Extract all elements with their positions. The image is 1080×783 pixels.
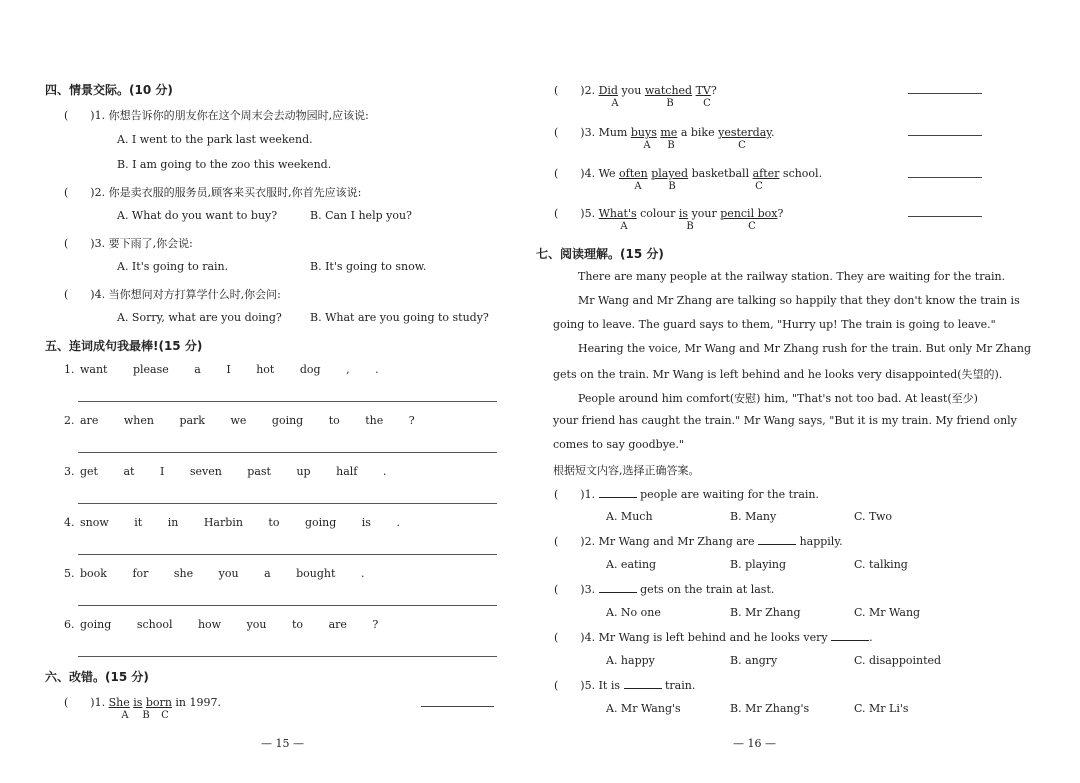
word: are <box>80 414 99 427</box>
word: a <box>264 567 271 580</box>
word: ? <box>372 618 379 631</box>
question-text: ( )3. <box>554 583 596 596</box>
underlined-c: pencil box <box>720 207 778 220</box>
word: . <box>360 567 365 580</box>
word: seven <box>189 465 222 478</box>
word: going <box>80 618 112 631</box>
item-number: 4. <box>64 516 75 529</box>
q2-option-c: C. talking <box>854 558 908 571</box>
word: how <box>197 618 222 631</box>
word: we <box>230 414 247 427</box>
reading-q3 <box>554 581 774 597</box>
word: up <box>296 465 311 478</box>
question-prefix: ( )4. We <box>554 167 616 180</box>
underlined-b: is <box>678 207 689 220</box>
blank[interactable] <box>758 534 796 545</box>
page-number-right: — 16 — <box>733 737 776 750</box>
word: going <box>271 414 304 427</box>
s4-q4-option-a: A. Sorry, what are you doing? <box>117 311 282 324</box>
word: you <box>218 567 239 580</box>
passage-line-6: People around him comfort(安慰) him, "That's not too bad. At least(至少) <box>578 392 978 405</box>
passage-line-5: gets on the train. Mr Wang is left behind and he looks very disappointed(失望的). <box>553 368 1003 381</box>
label-b: B <box>668 181 676 192</box>
answer-line[interactable] <box>908 177 982 178</box>
question-text: ( )4. Mr Wang is left behind and he looks very <box>554 631 828 644</box>
blank[interactable] <box>624 678 662 689</box>
punct: . <box>771 126 775 139</box>
word: dog <box>299 363 321 376</box>
label-c: C <box>738 140 746 151</box>
s5-item-2 <box>64 414 437 427</box>
s4-q2: ( )2. 你是卖衣服的服务员,顾客来买衣服时,你首先应该说: <box>64 186 362 199</box>
label-a: A <box>634 181 642 192</box>
q4-option-a: A. happy <box>606 654 655 667</box>
s6-q3 <box>554 124 775 140</box>
underlined-a: buys <box>630 126 657 139</box>
item-number: 5. <box>64 567 75 580</box>
question-rest: in 1997. <box>175 696 221 709</box>
s6-q2 <box>554 82 717 98</box>
label-a: A <box>121 710 129 721</box>
word: school <box>136 618 173 631</box>
underlined-b: watched <box>644 84 693 97</box>
word: bought <box>296 567 336 580</box>
s6-q4 <box>554 165 822 181</box>
s5-item-6 <box>64 618 400 631</box>
s4-q1-option-a: A. I went to the park last weekend. <box>117 133 313 146</box>
q2-option-b: B. playing <box>730 558 787 571</box>
q5-option-b: B. Mr Zhang's <box>730 702 810 715</box>
blank[interactable] <box>599 582 637 593</box>
word: I <box>159 465 165 478</box>
word: is <box>361 516 371 529</box>
section-5-title: 五、连词成句我最棒!(15 分) <box>45 339 203 353</box>
item-number: 3. <box>64 465 75 478</box>
s4-q2-option-a: A. What do you want to buy? <box>117 209 278 222</box>
underlined-c: born <box>145 696 172 709</box>
question-text: people are waiting for the train. <box>640 488 819 501</box>
passage-line-7: your friend has caught the train." Mr Wang says, "But it is my train. My friend only <box>553 414 1017 427</box>
text: your <box>691 207 717 220</box>
underlined-c: yesterday <box>718 126 772 139</box>
question-text: gets on the train at last. <box>640 583 775 596</box>
word: at <box>123 465 135 478</box>
answer-line[interactable] <box>78 605 497 606</box>
word: it <box>134 516 143 529</box>
section-4-title: 四、情景交际。(10 分) <box>45 83 173 97</box>
word: to <box>268 516 280 529</box>
s4-q4-option-b: B. What are you going to study? <box>310 311 489 324</box>
reading-q2 <box>554 533 843 549</box>
s4-q1: ( )1. 你想告诉你的朋友你在这个周末会去动物园时,应该说: <box>64 109 369 122</box>
label-b: B <box>666 98 674 109</box>
section-7-title: 七、阅读理解。(15 分) <box>536 247 664 261</box>
word: I <box>226 363 231 376</box>
question-text: . <box>869 631 873 644</box>
s4-q2-option-b: B. Can I help you? <box>310 209 412 222</box>
s4-q3-option-a: A. It's going to rain. <box>117 260 229 273</box>
passage-line-2: Mr Wang and Mr Zhang are talking so happily that they don't know the train is <box>578 294 1020 307</box>
question-text: ( )2. Mr Wang and Mr Zhang are <box>554 535 755 548</box>
reading-instruction: 根据短文内容,选择正确答案。 <box>553 464 700 477</box>
label-b: B <box>667 140 675 151</box>
text: basketball <box>691 167 750 180</box>
s6-q5 <box>554 205 783 221</box>
question-prefix: ( )3. Mum <box>554 126 628 139</box>
q1-option-c: C. Two <box>854 510 893 523</box>
label-c: C <box>755 181 763 192</box>
q4-option-c: C. disappointed <box>854 654 942 667</box>
word: , <box>346 363 350 376</box>
answer-line[interactable] <box>78 656 497 657</box>
word: you <box>246 618 267 631</box>
label-a: A <box>643 140 651 151</box>
q3-option-c: C. Mr Wang <box>854 606 921 619</box>
underlined-c: TV <box>695 84 711 97</box>
q4-option-b: B. angry <box>730 654 778 667</box>
q3-option-b: B. Mr Zhang <box>730 606 801 619</box>
question-text: ( )1. <box>554 488 596 501</box>
word: hot <box>256 363 275 376</box>
passage-line-8: comes to say goodbye." <box>553 438 684 451</box>
q5-option-c: C. Mr Li's <box>854 702 909 715</box>
answer-line[interactable] <box>78 554 497 555</box>
word: . <box>382 465 387 478</box>
word: going <box>304 516 337 529</box>
answer-line[interactable] <box>421 706 494 707</box>
answer-line[interactable] <box>908 216 982 217</box>
item-number: 6. <box>64 618 75 631</box>
word: the <box>365 414 384 427</box>
answer-line[interactable] <box>908 93 982 94</box>
question-text: ( )5. It is <box>554 679 620 692</box>
s4-q3: ( )3. 要下雨了,你会说: <box>64 237 193 250</box>
q2-option-a: A. eating <box>606 558 657 571</box>
underlined-a: Did <box>598 84 618 97</box>
word: snow <box>80 516 109 529</box>
reading-q4 <box>554 629 873 645</box>
item-number: 1. <box>64 363 75 376</box>
question-text: happily. <box>799 535 843 548</box>
s5-item-3 <box>64 465 408 478</box>
text: a bike <box>680 126 715 139</box>
passage-line-4: Hearing the voice, Mr Wang and Mr Zhang rush for the train. But only Mr Zhang <box>578 342 1032 355</box>
word: ? <box>408 414 415 427</box>
word: . <box>396 516 400 529</box>
underlined-a: What's <box>598 207 637 220</box>
question-prefix: ( )5. <box>554 207 596 220</box>
word: past <box>247 465 271 478</box>
s6-q1 <box>64 694 221 710</box>
text: colour <box>640 207 676 220</box>
page-number-left: — 15 — <box>261 737 304 750</box>
word: please <box>132 363 169 376</box>
label-a: A <box>611 98 619 109</box>
word: in <box>167 516 179 529</box>
blank[interactable] <box>831 630 869 641</box>
word: . <box>375 363 379 376</box>
question-text: train. <box>665 679 696 692</box>
label-c: C <box>161 710 169 721</box>
word: want <box>80 363 108 376</box>
word: Harbin <box>203 516 243 529</box>
text: school. <box>782 167 823 180</box>
answer-line[interactable] <box>908 135 982 136</box>
word: to <box>292 618 304 631</box>
word: park <box>179 414 205 427</box>
q1-option-a: A. Much <box>606 510 653 523</box>
question-prefix: ( )1. <box>64 696 106 709</box>
section-6-title: 六、改错。(15 分) <box>45 670 149 684</box>
word: a <box>194 363 201 376</box>
question-prefix: ( )2. <box>554 84 596 97</box>
answer-line[interactable] <box>78 401 497 402</box>
s4-q1-option-b: B. I am going to the zoo this weekend. <box>117 158 332 171</box>
underlined-b: played <box>651 167 689 180</box>
text: you <box>621 84 642 97</box>
label-c: C <box>703 98 711 109</box>
underlined-a: She <box>108 696 130 709</box>
s5-item-5 <box>64 567 386 580</box>
reading-q5 <box>554 677 695 693</box>
word: when <box>123 414 154 427</box>
s5-item-4 <box>64 516 422 529</box>
word: are <box>328 618 347 631</box>
label-a: A <box>620 221 628 232</box>
reading-q1 <box>554 486 819 502</box>
q5-option-a: A. Mr Wang's <box>606 702 681 715</box>
passage-line-1: There are many people at the railway station. They are waiting for the train. <box>578 270 1006 283</box>
label-b: B <box>686 221 694 232</box>
punct: ? <box>710 84 717 97</box>
word: she <box>173 567 194 580</box>
underlined-b: me <box>660 126 678 139</box>
word: half <box>336 465 358 478</box>
answer-line[interactable] <box>78 452 497 453</box>
s4-q3-option-b: B. It's going to snow. <box>310 260 427 273</box>
item-number: 2. <box>64 414 75 427</box>
s5-item-1 <box>64 363 401 376</box>
s4-q4: ( )4. 当你想问对方打算学什么时,你会问: <box>64 288 281 301</box>
answer-line[interactable] <box>78 503 497 504</box>
underlined-a: often <box>619 167 648 180</box>
blank[interactable] <box>599 487 637 498</box>
word: get <box>80 465 98 478</box>
word: for <box>132 567 149 580</box>
underlined-c: after <box>752 167 780 180</box>
passage-line-3: going to leave. The guard says to them, "Hurry up! The train is going to leave." <box>553 318 996 331</box>
punct: ? <box>777 207 784 220</box>
word: book <box>80 567 107 580</box>
label-c: C <box>748 221 756 232</box>
underlined-b: is <box>133 696 143 709</box>
q3-option-a: A. No one <box>606 606 661 619</box>
label-b: B <box>142 710 150 721</box>
q1-option-b: B. Many <box>730 510 777 523</box>
word: to <box>328 414 340 427</box>
